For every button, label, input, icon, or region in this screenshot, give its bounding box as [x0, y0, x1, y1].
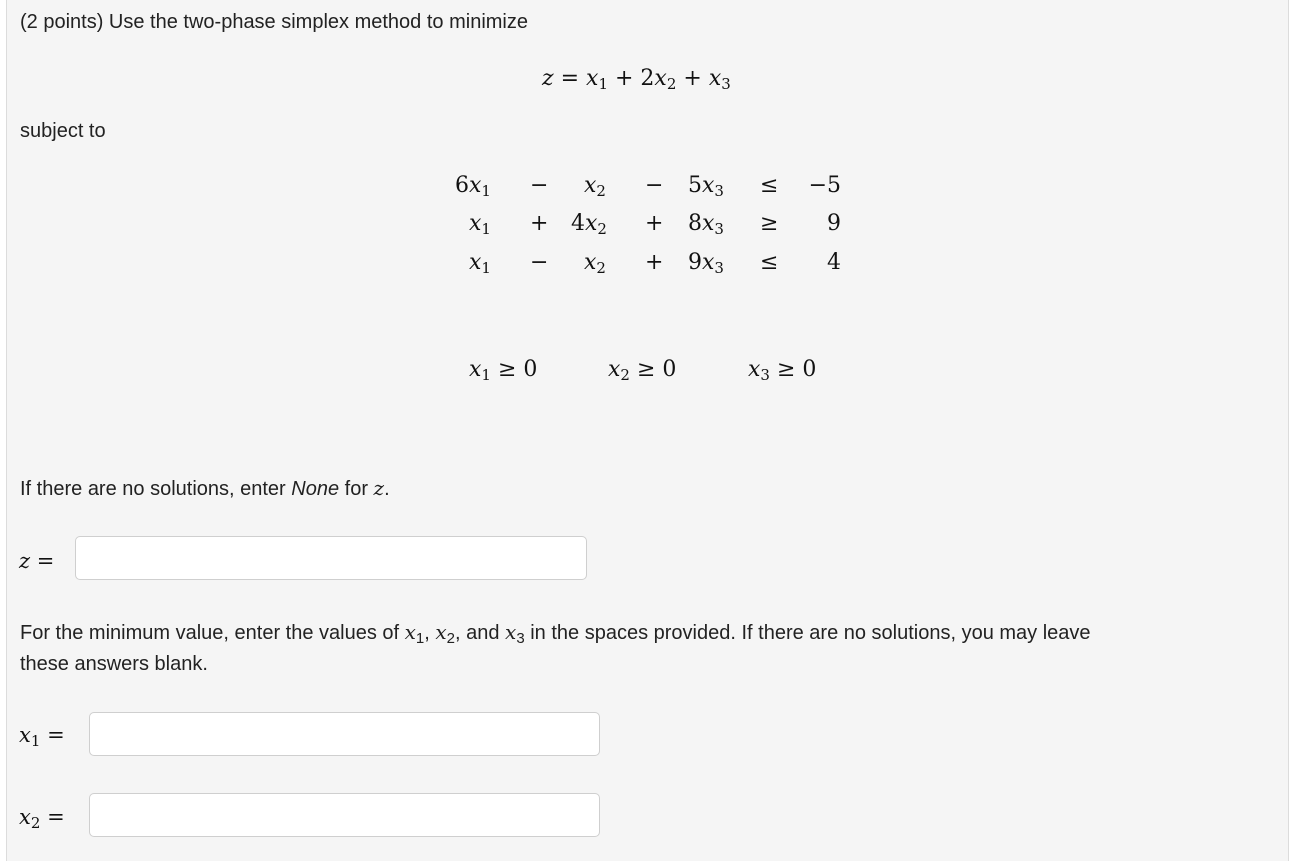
constraint-2-x3: $8x_3$ [688, 211, 724, 238]
constraint-1-op1: − [530, 173, 549, 198]
minimum-instruction-line2: these answers blank. [20, 653, 208, 675]
constraint-2-x1: $x_1$ [469, 211, 491, 238]
subject-to-label: subject to [20, 120, 106, 142]
constraint-3-op1: − [530, 250, 549, 275]
constraint-3-x1: $x_1$ [469, 250, 491, 277]
constraint-1-op2: − [645, 173, 664, 198]
x2-answer-input[interactable] [89, 793, 600, 837]
constraint-1-relation: ≤ [760, 173, 779, 198]
constraint-1-rhs: −5 [808, 173, 841, 198]
constraint-3-op2: + [645, 250, 664, 275]
constraint-2-op2: + [645, 211, 664, 236]
constraint-1-x2: $x_2$ [584, 173, 606, 200]
x1-answer-label: $x_1$ = [19, 723, 65, 750]
constraint-1-x3: $5x_3$ [688, 173, 724, 200]
constraint-2-rhs: 9 [827, 211, 841, 236]
z-answer-input[interactable] [75, 536, 587, 580]
problem-intro: (2 points) Use the two-phase simplex method to minimize [20, 11, 528, 33]
objective-function: $z = x_1 + 2x_2 + x_3$ [542, 66, 731, 93]
constraint-2-x2: $4x_2$ [571, 211, 607, 238]
constraint-3-x2: $x_2$ [584, 250, 606, 277]
constraint-3-x3: $9x_3$ [688, 250, 724, 277]
nonneg-x1: $x_1 \ge 0$ [469, 357, 538, 384]
x1-answer-input[interactable] [89, 712, 600, 756]
nonneg-x2: $x_2 \ge 0$ [608, 357, 677, 384]
x2-answer-label: $x_2$ = [19, 805, 65, 832]
minimum-instruction: For the minimum value, enter the values of $x_1$, $x_2$, and $x_3$ in the spaces provided. If there are no solutions, you may leave [20, 620, 1091, 647]
constraint-1-x1: $6x_1$ [455, 173, 491, 200]
nonneg-x3: $x_3 \ge 0$ [748, 357, 817, 384]
none-word: None [291, 478, 340, 500]
none-instruction: If there are no solutions, enter None for z. [20, 476, 390, 500]
constraint-3-relation: ≤ [760, 250, 779, 275]
problem-panel [6, 0, 1289, 861]
constraint-3-rhs: 4 [827, 250, 841, 275]
constraint-2-op1: + [530, 211, 549, 236]
z-answer-label: z = [19, 549, 55, 573]
constraint-2-relation: ≥ [760, 211, 779, 236]
